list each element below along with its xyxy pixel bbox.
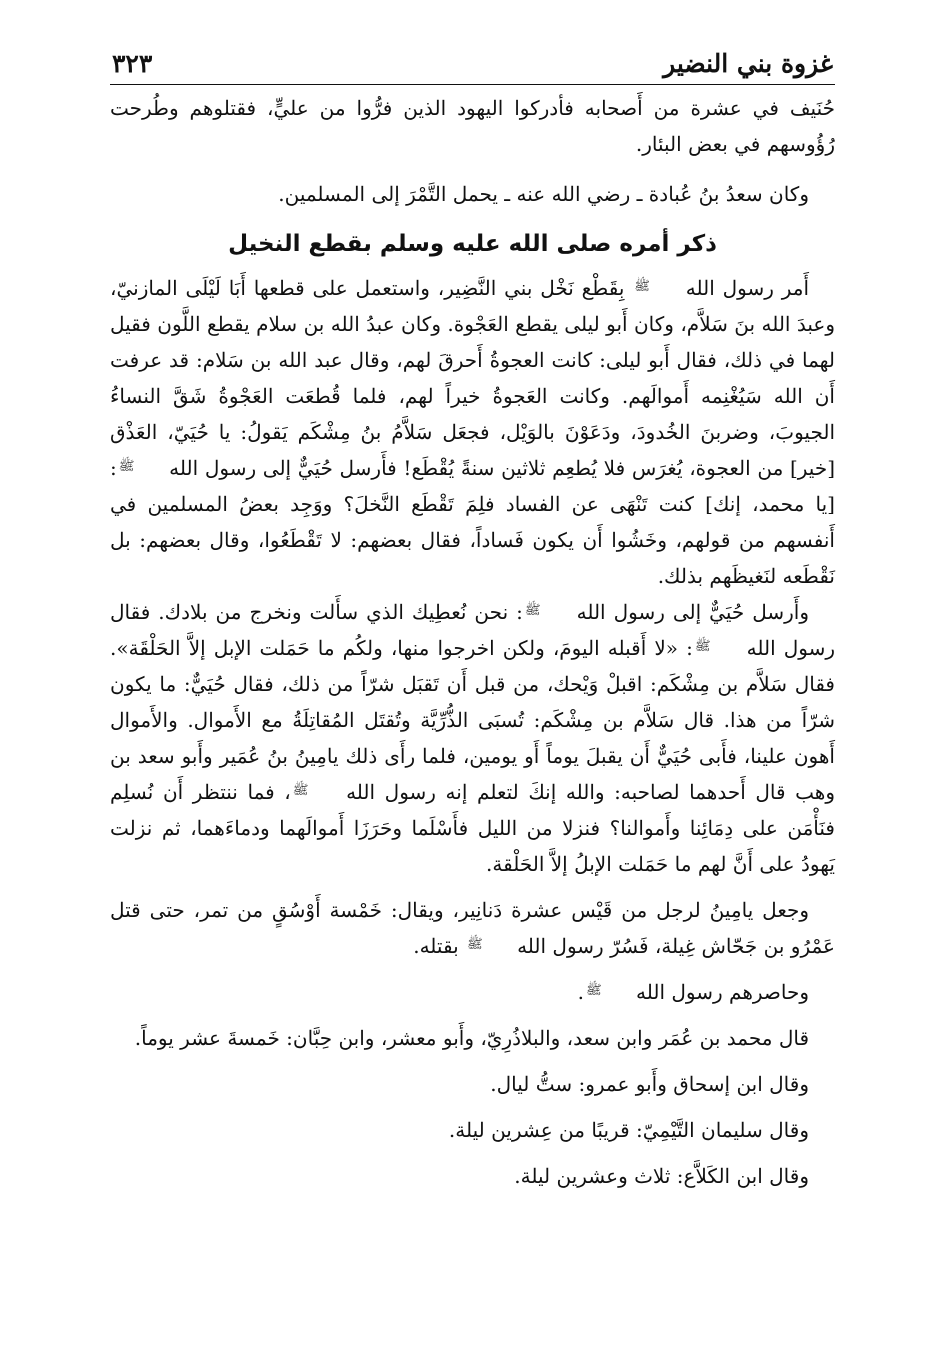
running-head bbox=[112, 38, 833, 78]
paragraph-duration-15 bbox=[110, 1020, 835, 1056]
paragraph-text: وقال ابن إسحاق وأَبو عمرو: ستُّ ليال. bbox=[490, 1072, 809, 1096]
paragraph-text: : نحن نُعطِيك الذي سأَلت ونخرج من بلادك. فقال رسول الله bbox=[110, 600, 835, 660]
paragraph-text: وحاصرهم رسول الله bbox=[636, 980, 809, 1004]
paragraph-text: وقال سليمان التَّيْمِيّ: قريبًا من عِشرين ليلة. bbox=[448, 1118, 809, 1142]
page-body bbox=[110, 90, 835, 1194]
page-number: ٣٢٣ bbox=[112, 49, 153, 78]
honorific-glyph: ﷺ bbox=[118, 459, 135, 474]
paragraph-text: : [يا محمد، إنك] كنت تَنْهَى عن الفساد فلِمَ تَقْطَع النَّخلَ؟ ووَجِد بعضُ المسلمين في أَنفسهم من قولهم، وخَشُوا أَن يكون فَساداً، فقال بعضهم: لا تَقْطَعُوا، وقال بعضهم: بل نَقْطَعه لنَغيظَهم بذلك. bbox=[110, 456, 835, 588]
paragraph-text: . bbox=[577, 980, 584, 1004]
honorific-glyph: ﷺ bbox=[694, 639, 711, 654]
paragraph-text: أَمر رسول الله bbox=[685, 276, 810, 300]
paragraph-text: وكان سعدُ بنُ عُبادة ـ رضي الله عنه ـ يحمل التَّمْرَ إلى المسلمين. bbox=[278, 182, 809, 206]
paragraph-text: وجعل يامِينُ لرجل من قَيْس عشرة دَنانِير، ويقال: خَمْسة أَوْسُقٍ من تمر، حتى قتل عَمْرُو بن جَحّاش غِيلة، فَسُرّ رسول الله bbox=[110, 898, 835, 958]
paragraph-huyayy-message bbox=[110, 594, 835, 882]
paragraph-text: حُنَيف في عشرة من أَصحابه فأدركوا اليهود الذين فرُّوا من عليٍّ، فقتلوهم وطُرحت رُؤُوسهم في بعض البئار. bbox=[110, 96, 835, 156]
section-heading: ذكر أمره صلى الله عليه وسلم بقطع النخيل bbox=[228, 231, 717, 257]
honorific-glyph: ﷺ bbox=[292, 783, 309, 798]
paragraph-duration-6 bbox=[110, 1066, 835, 1102]
honorific-glyph: ﷺ bbox=[585, 983, 602, 998]
honorific-glyph: ﷺ bbox=[467, 937, 483, 952]
paragraph-text: وقال ابن الكَلاَّع: ثلاث وعشرين ليلة. bbox=[514, 1164, 809, 1188]
paragraph-text: ، فما ننتظر أَن نُسلِم فنَأْمَن على دِمَائِنا وأَموالنا؟ فنزلا من الليل فأَسْلَما وحَرَزَا أَموالَهما ودماءَهما، ثم نزلت يَهودُ على أَنَّ لهم ما حَمَلت الإبلُ إلاَّ الحَلْقة. bbox=[110, 780, 835, 876]
paragraph-text: وأَرسل حُيَيٌّ إلى رسول الله bbox=[576, 600, 810, 624]
honorific-glyph: ﷺ bbox=[524, 603, 541, 618]
paragraph-text: بِقَطْع نَخْل بني النَّضِير، واستعمل على قطعها أَبَا لَيْلَى المازنيّ، وعبدَ الله بنَ سَلاَّم، وكان أَبو ليلى يقطع العَجْوة. وكان عبدُ الله بن سلام يقطع اللَّون فقيل لهما في ذلك، فقال أَبو ليلى: كانت العجوةُ أَحرقَ لهم، وقال عبد الله بن سَلام: قد عرفت أَن الله سَيُغْنِمه أَموالَهم. وكانت العَجوةُ خيراً لهم، فلما قُطعَت العَجْوةُ شَقَّ النساءُ الجيوبَ، وضربنَ الخُدودَ، ودَعَوْنَ بالوَيْل، فجعَل سَلاَّمُ بنُ مِشْكَم يَقولُ: يا حُيَيّ، العَذْق [خير] من العجوة، يُغرَس فلا يُطعِم ثلاثين سنةً يُقْطَع! فأَرسل حُيَيٌّ إلى رسول الله bbox=[110, 276, 835, 480]
paragraph-text: بقتله. bbox=[413, 934, 459, 958]
honorific-glyph: ﷺ bbox=[634, 279, 650, 294]
running-title: غزوة بني النضير bbox=[663, 49, 833, 78]
paragraph-yamin bbox=[110, 892, 835, 964]
paragraph-duration-23 bbox=[110, 1158, 835, 1194]
paragraph-cutting-palms bbox=[110, 270, 835, 594]
paragraph-duration-20 bbox=[110, 1112, 835, 1148]
paragraph-text: قال محمد بن عُمَر وابن سعد، والبلاذُرِيّ، وأَبو معشر، وابن حِبَّان: خَمسةَ عشر يوماً. bbox=[134, 1026, 809, 1050]
paragraph-saad bbox=[110, 176, 835, 212]
paragraph-siege bbox=[110, 974, 835, 1010]
paragraph-hunaif bbox=[110, 90, 835, 162]
paragraph-text: : «لا أَقبله اليومَ، ولكن اخرجوا منها، ولكُم ما حَمَلت الإبل إلاَّ الحَلْقَة». فقال سَلاَّم بن مِشْكَم: اقبلْ وَيْحك، من قبل أَن تَقبَل شرّاً من ذلك، فقال حُيَيٌّ: ما يكون شرّاً من هذا. قال سَلاَّم بن مِشْكَم: تُسبَى الذُّرِّيَّة وتُقتَل المُقاتِلَةُ مع الأَموال. والأَموال أَهون علينا، فأَبى حُيَيٌّ أَن يقبلَ يوماً أَو يومين، فلما رأَى ذلك يامِينُ بنُ عُمَير وأَبو سعد بن وهب قال أَحدهما لصاحبه: والله إنكَ لتعلم إنه رسول الله bbox=[110, 636, 836, 804]
header-divider bbox=[110, 84, 835, 85]
